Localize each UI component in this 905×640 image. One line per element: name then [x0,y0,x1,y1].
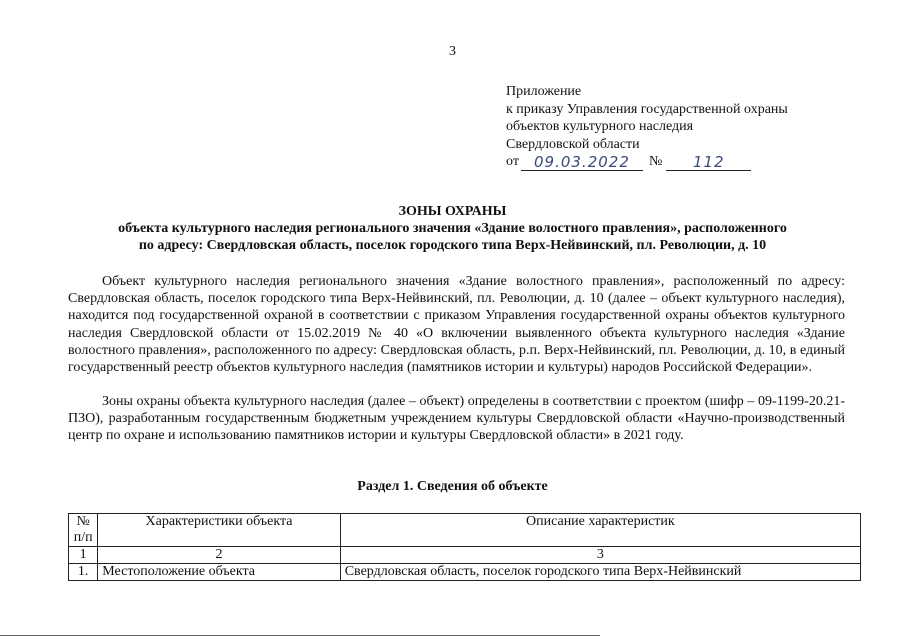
header-cell-number: № п/п [69,514,98,547]
order-date-number-line [506,153,788,171]
row-characteristic-cell: Местоположение объекта [98,564,340,581]
handwritten-date: 09.03.2022 [521,155,643,171]
paragraph-1: Объект культурного наследия регионального значения «Здание волостного правления», расположенный по адресу: Свердловская область, поселок городского типа Верх-Нейвинский, пл. Революции, д. 10 (далее – объект культурного наследия), находится под государственной охраной в соответствии с приказом Управления государственной охраны объектов культурного наследия Свердловской области от 15.02.2019 № 40 «О включении выявленного объекта культурного наследия «Здание волостного правления», расположенного по адресу: Свердловская область, р.п. Верх-Нейвинский, пл. Революции, д. 10, в единый государственный реестр объектов культурного наследия (памятников истории и культуры) народов Российской Федерации». [68,274,845,376]
from-label: от [506,154,519,169]
title-line-2: объекта культурного наследия регионального значения «Здание волостного правления», расположенного [118,221,787,236]
index-cell-1: 1 [69,547,98,564]
document-title [0,203,905,254]
row-description-cell: Свердловская область, поселок городского типа Верх-Нейвинский [340,564,860,581]
table-row [69,564,861,581]
index-cell-3: 3 [340,547,860,564]
row-number-cell: 1. [69,564,98,581]
page-number: 3 [449,44,456,59]
table-index-row [69,547,861,564]
appendix-block [506,83,788,171]
section-title: Раздел 1. Сведения об объекте [357,479,548,494]
handwritten-number: 112 [666,155,751,171]
paragraph-2: Зоны охраны объекта культурного наследия (далее – объект) определены в соответствии с проектом (шифр – 09-1199-20.21-ПЗО), разработанным государственным бюджетным учреждением культуры Свердловской области «Научно-производственный центр по охране и использованию памятников истории и культуры Свердловской области» в 2021 году. [68,394,845,444]
appendix-line-3: объектов культурного наследия [506,119,694,134]
appendix-line-4: Свердловской области [506,136,640,152]
title-line-1: ЗОНЫ ОХРАНЫ [398,204,507,219]
index-cell-2: 2 [98,547,340,564]
appendix-line-1: Приложение [506,84,582,99]
page-bottom-rule [0,635,600,636]
appendix-line-2: к приказу Управления государственной охраны [506,101,788,117]
table-header-row [69,514,861,547]
header-cell-description: Описание характеристик [340,514,860,547]
title-line-3: по адресу: Свердловская область, поселок городского типа Верх-Нейвинский, пл. Революции, д. 10 [138,238,767,253]
object-info-table [68,513,861,581]
header-cell-characteristics: Характеристики объекта [98,514,340,547]
number-label: № [648,154,663,169]
